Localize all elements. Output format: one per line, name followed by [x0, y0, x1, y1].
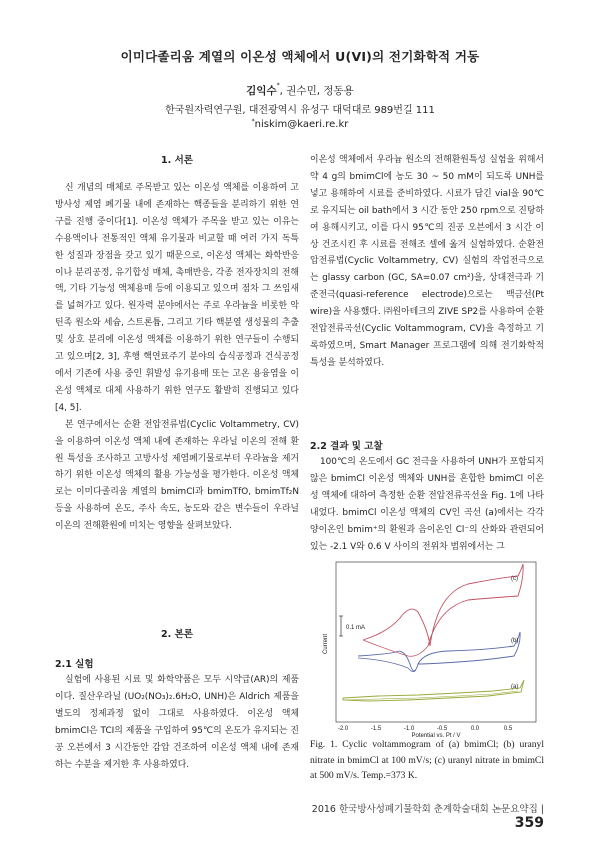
scale-label: 0.1 mA	[346, 625, 366, 631]
section-2-2-body	[310, 454, 544, 555]
right-column-text	[310, 152, 544, 372]
section-2-heading: 2. 본론	[161, 629, 193, 640]
x-axis-ticks	[338, 726, 513, 732]
co-authors: , 권수민, 정동용	[279, 85, 354, 97]
cyclic-voltammogram-figure	[318, 560, 540, 738]
email-mark: *	[251, 118, 255, 125]
y-axis-label: Current	[323, 633, 329, 655]
x-tick: 0.5	[503, 726, 513, 732]
footer-text: 2016 한국방사성폐기물학회 춘계학술대회 논문요약집	[311, 804, 538, 815]
curve-c	[363, 564, 523, 646]
paper-title: 이미다졸리움 계열의 이온성 액체에서 U(VI)의 전기화학적 거동	[120, 49, 480, 64]
results-paragraph: 100℃의 온도에서 GC 전극을 사용하여 UNH가 포함되지 않은 bmimCl 이온성 액체와 UNH를 혼합한 bmimCl 이온성 액체에 대하여 측정한 순환 전압전류곡선을 Fig. 1에 나타내었다. bmimCl 이온성 액체의 CV인 곡선 (a)에서는 각각 양이온인 bmim⁺의 환원과 음이온인 Cl⁻의 산화와 관련되어 있는 -2.1 V와 0.6 V 사이의 전위차 범위에서는 그	[310, 457, 544, 552]
x-tick: -2.0	[337, 726, 349, 732]
curve-a	[343, 680, 524, 701]
curve-label-b: (b)	[511, 638, 519, 644]
experiment-paragraph: 이온성 액체에서 우라늄 원소의 전해환원특성 실험을 위해서 약 4 g의 bmimCl에 농도 30 ~ 50 mM이 되도록 UNH를 넣고 용해하여 시료를 준비하였다. 시료가 담긴 vial을 90℃로 유지되는 oil bath에서 3 시간 동안 250 rpm으로 진탕하여 용해시키고, 이를 다시 95℃의 진공 오븐에서 3 시간 이상 건조시킨 후 시료를 전해조 셀에 옮겨 실험하였다. 순환전압전류법(Cyclic Voltammetry, CV) 실험의 작업전극으로는 glassy carbon (GC, SA=0.07 cm²)을, 상대전극과 기준전극(quasi-reference electrode)으로는 백금선(Pt wire)을 사용했다. ㈜원아테크의 ZIVE SP2를 사용하여 순환 전압전류곡선(Cyclic Voltammogram, CV)을 측정하고 기록하였으며, Smart Manager 프로그램에 의해 전기화학적 특성을 분석하였다.	[310, 155, 544, 368]
author-line	[0, 83, 600, 98]
email-address: niskim@kaeri.re.kr	[254, 119, 349, 130]
page-number: 359	[514, 815, 544, 831]
curve-b	[358, 632, 520, 671]
curve-label-a: (a)	[511, 684, 519, 690]
email	[0, 119, 600, 130]
curve-label-c: (c)	[511, 576, 518, 582]
main-author: 김익수	[246, 85, 277, 97]
x-tick: -1.0	[403, 726, 415, 732]
section-1-paragraph-1: 신 개념의 매체로 주목받고 있는 이온성 액체를 이용하여 고방사성 제염 폐기물 내에 존재하는 핵종들을 분리하기 위한 연구를 진행 중이다[1]. 이온성 액체가 주목을 받고 있는 이유는 수용액이나 전통적인 액체 유기물과 비교할 때 여러 가지 독특한 성질과 장점을 갖고 있기 때문으로, 이온성 액체는 화학반응이나 분리공정, 유기합성 매체, 촉매반응, 각종 전자장치의 전해액, 기타 기능성 액체용매 등에 이용되고 있으며 점차 그 쓰임새를 넓혀가고 있다. 원자력 분야에서는 주로 우라늄을 비롯한 악틴족 원소와 세슘, 스트론튬, 그리고 기타 핵분열 생성물의 추출 및 상호 분리에 이온성 액체를 이용하기 위한 연구들이 수행되고 있으며[2, 3], 후행 핵연료주기 분야의 습식공정과 건식공정에서 기존에 사용 중인 휘발성 유기용매 또는 고온 용융염을 이온성 액체로 대체 사용하기 위한 연구도 활발히 진행되고 있다[4, 5].	[55, 183, 299, 413]
section-2-1-body	[55, 672, 299, 773]
x-tick: 0.0	[470, 726, 480, 732]
section-1-body	[55, 180, 299, 535]
x-axis-label: Potential vs. Pt / V	[411, 733, 461, 738]
section-1-paragraph-2: 본 연구에서는 순환 전압전류법(Cyclic Voltammetry, CV)을 이용하여 이온성 액체 내에 존재하는 우라닐 이온의 전해 환원 특성을 조사하고 고방사성 제염폐기물로부터 우라늄을 제거하기 위한 이온성 액체의 활용 가능성을 평가한다. 이온성 액체로는 이미다졸리움 계열의 bmimCl과 bmimTfO, bmimTf₂N 등을 사용하여 온도, 주사 속도, 농도와 같은 변수들이 우라닐 이온의 전해환원에 미치는 영향을 살펴보았다.	[55, 419, 299, 532]
x-tick: -0.5	[436, 726, 448, 732]
section-2-2-heading: 2.2 결과 및 고찰	[310, 441, 383, 452]
section-2-1-heading: 2.1 실험	[55, 659, 94, 670]
section-2-1-paragraph: 실험에 사용된 시료 및 화학약품은 모두 시약급(AR)의 제품이다. 질산우라닐 (UO₂(NO₃)₂.6H₂O, UNH)은 Aldrich 제품을 별도의 정제과정 없이 그대로 사용하였다. 이온성 액체 bmimCl은 TCI의 제품을 구입하여 95℃의 온도가 유지되는 진공 오븐에서 3 시간동안 감압 건조하여 이온성 액체 내에 존재하는 수분을 제거한 후 사용하였다.	[55, 675, 299, 770]
footer-separator: |	[540, 804, 544, 815]
page-footer	[300, 801, 544, 831]
x-tick: -1.5	[370, 726, 382, 732]
plot-frame	[336, 562, 536, 722]
corresponding-mark: *	[276, 82, 280, 89]
figure-caption: Fig. 1. Cyclic voltammogram of (a) bmimCl; (b) uranyl nitrate in bmimCl at 100 mV/s; (c) uranyl nitrate in bmimCl at 500 mV/s. Temp.=373 K.	[310, 739, 544, 781]
affiliation: 한국원자력연구원, 대전광역시 유성구 대덕대로 989번길 111	[165, 105, 435, 116]
section-1-heading: 1. 서론	[161, 155, 193, 166]
